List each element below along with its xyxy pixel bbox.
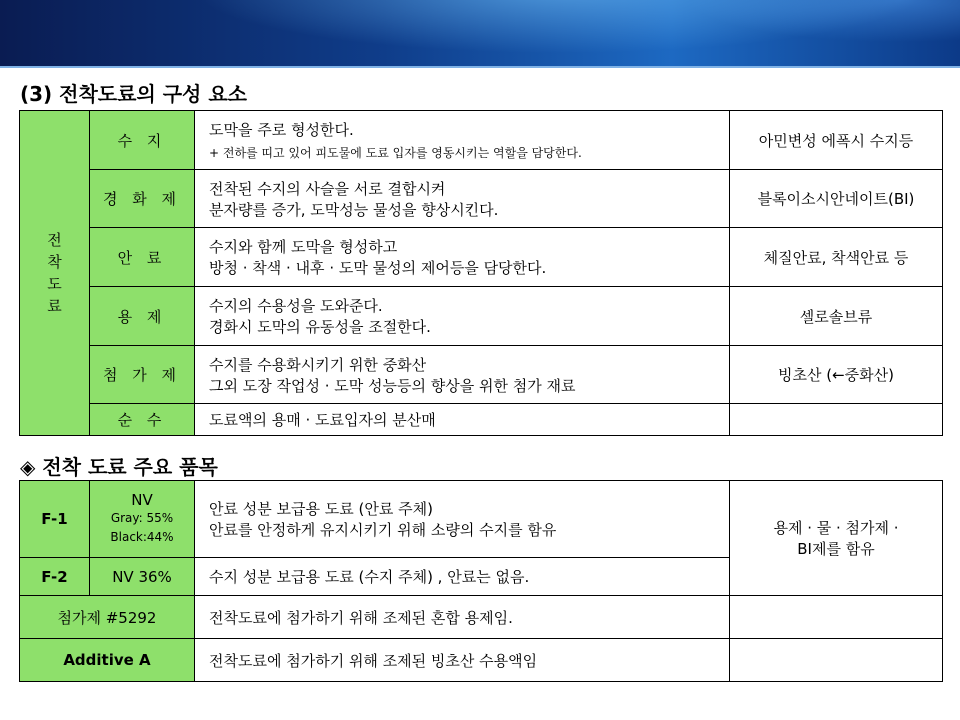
example-cell: 빙초산 (←중화산) <box>730 346 943 404</box>
description-line: 방청 · 착색 · 내후 · 도막 물성의 제어등을 담당한다. <box>209 259 547 277</box>
product-spec-cell <box>90 481 195 558</box>
table-row <box>20 111 943 170</box>
section-title-components: (3) 전착도료의 구성 요소 <box>20 82 247 106</box>
side-label-char: 전 <box>47 231 62 249</box>
remark-line: 용제 · 물 · 첨가제 · <box>773 519 899 537</box>
description-line: 전착도료에 첨가하기 위해 조제된 혼합 용제임. <box>209 608 513 627</box>
category-cell: 수 지 <box>90 111 195 170</box>
category-cell: 첨 가 제 <box>90 346 195 404</box>
description-cell <box>195 287 730 346</box>
product-name-cell: 첨가제 #5292 <box>20 596 195 639</box>
table-row <box>20 596 943 639</box>
description-line: 분자량를 증가, 도막성능 물성을 향상시킨다. <box>209 200 499 219</box>
description-line: 수지 성분 보급용 도료 (수지 주체) , 안료는 없음. <box>209 568 530 586</box>
description-note: + 전하를 띠고 있어 피도물에 도료 입자를 영동시키는 역할을 담당한다. <box>209 146 582 160</box>
remark-cell <box>730 596 943 639</box>
description-line: 전착된 수지의 사슬을 서로 결합시켜 <box>209 179 446 198</box>
description-line: 수지를 수용화시키기 위한 중화산 <box>209 355 427 374</box>
description-line: 그외 도장 작업성 · 도막 성능등의 향상을 위한 첨가 재료 <box>209 376 576 395</box>
description-line: 수지의 수용성을 도와준다. <box>209 297 383 315</box>
category-cell: 경 화 제 <box>90 170 195 228</box>
description-cell <box>195 111 730 170</box>
description-cell <box>195 596 730 639</box>
example-cell: 블록이소시안네이트(BI) <box>730 170 943 228</box>
side-label-char: 료 <box>47 297 62 315</box>
table-row <box>20 346 943 404</box>
components-table <box>19 110 943 436</box>
spec-label: NV <box>131 491 153 509</box>
product-code-cell: F-1 <box>20 481 90 558</box>
description-line: 수지와 함께 도막을 형성하고 <box>209 238 398 256</box>
remark-line: BI제를 함유 <box>797 540 875 558</box>
category-cell: 순 수 <box>90 404 195 436</box>
remark-cell <box>730 639 943 682</box>
description-cell <box>195 228 730 287</box>
product-spec-cell: NV 36% <box>90 558 195 596</box>
product-name-cell: Additive A <box>20 639 195 682</box>
table-row <box>20 639 943 682</box>
category-cell: 용 제 <box>90 287 195 346</box>
side-label-char: 도 <box>47 275 62 293</box>
description-line: 도료액의 용매 · 도료입자의 분산매 <box>209 411 436 429</box>
table-row <box>20 228 943 287</box>
header-divider <box>0 66 960 68</box>
product-code-cell: F-2 <box>20 558 90 596</box>
description-line: 안료를 안정하게 유지시키기 위해 소량의 수지를 함유 <box>209 521 557 539</box>
description-cell <box>195 558 730 596</box>
side-label-cell <box>20 111 90 436</box>
table-row <box>20 404 943 436</box>
description-cell <box>195 404 730 436</box>
products-table <box>19 480 943 682</box>
description-cell <box>195 170 730 228</box>
spec-sub: Black:44% <box>110 530 174 544</box>
section-title-products: ◈ 전착 도료 주요 품목 <box>20 455 218 479</box>
description-cell <box>195 481 730 558</box>
description-line: 도막을 주로 형성한다. <box>209 121 354 139</box>
example-cell: 아민변성 에폭시 수지등 <box>730 111 943 170</box>
header-banner <box>0 0 960 68</box>
example-cell: 셀로솔브류 <box>730 287 943 346</box>
spec-sub: Gray: 55% <box>110 511 174 525</box>
table-row <box>20 287 943 346</box>
description-cell <box>195 639 730 682</box>
remark-cell <box>730 481 943 596</box>
description-line: 전착도료에 첨가하기 위해 조제된 빙초산 수용액임 <box>209 651 538 670</box>
example-cell <box>730 404 943 436</box>
description-line: 경화시 도막의 유동성을 조절한다. <box>209 318 431 336</box>
description-cell <box>195 346 730 404</box>
category-cell: 안 료 <box>90 228 195 287</box>
table-row <box>20 170 943 228</box>
side-label-char: 착 <box>47 253 62 271</box>
description-line: 안료 성분 보급용 도료 (안료 주체) <box>209 500 433 518</box>
table-row <box>20 481 943 558</box>
example-cell: 체질안료, 착색안료 등 <box>730 228 943 287</box>
